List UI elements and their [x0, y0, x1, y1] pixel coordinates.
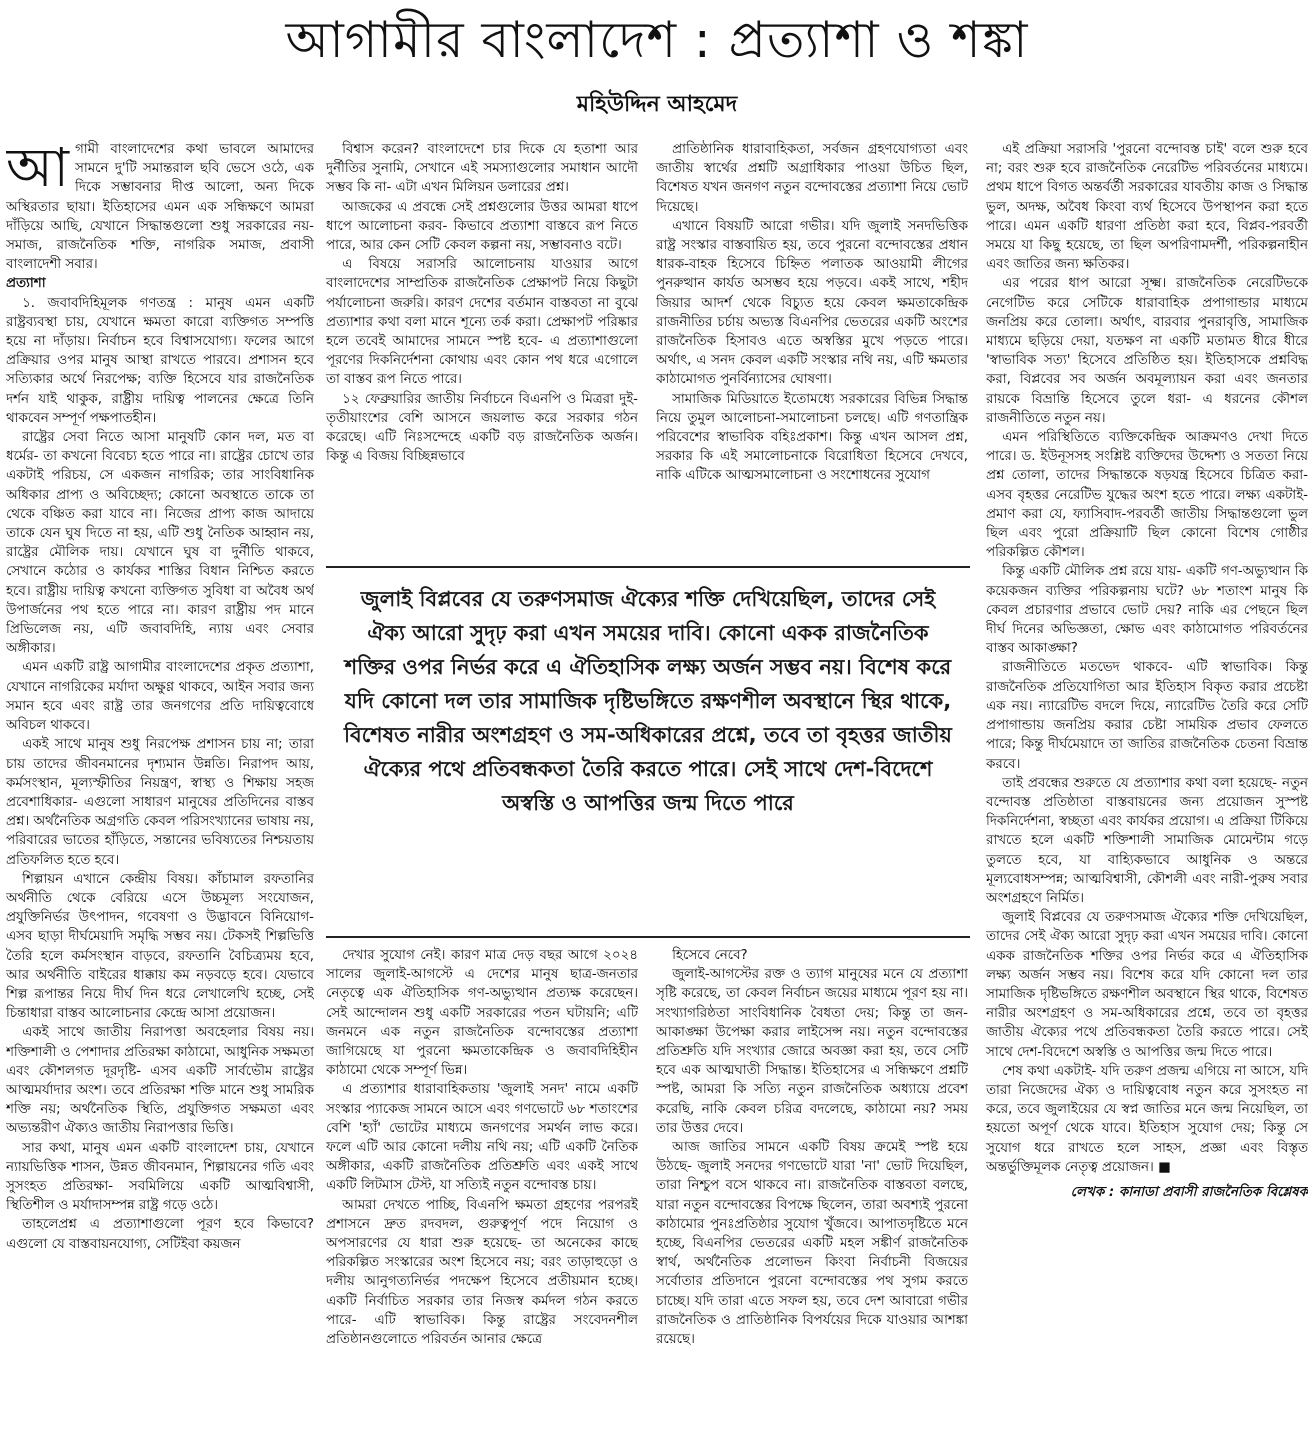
- article-paragraph: কিন্তু একটি মৌলিক প্রশ্ন রয়ে যায়- একটি গণ-অভ্যুত্থান কি কয়েকজন ব্যক্তির পরিকল্পনায় ঘটে? ৬৮ শতাংশ মানুষ কি কেবল প্রচারণার প্রভাবে ভোট দেয়? নাকি এর পেছনে ছিল দীর্ঘ দিনের অভিজ্ঞতা, ক্ষোভ এবং কাঠামোগত পরিবর্তনের বাস্তব আকাঙ্ক্ষা?: [986, 564, 1308, 657]
- article-paragraph: তাই প্রবন্ধের শুরুতে যে প্রত্যাশার কথা বলা হয়েছে- নতুন বন্দোবস্ত প্রতিষ্ঠাতা বাস্তবায়নের জন্য প্রয়োজন সুস্পষ্ট দিকনির্দেশনা, স্বচ্ছতা এবং কার্যকর প্রয়োগ। এ প্রক্রিয়া টিকিয়ে রাখতে হলে একটি শক্তিশালী সামাজিক মোমেন্টাম গড়ে তুলতে হবে, যা বাহ্যিকভাবে আধুনিক ও অন্তরে মূল্যবোধসম্পন্ন; আত্মবিশ্বাসী, কৌশলী এবং নারী-পুরুষ সবার অংশগ্রহণে নির্মিত।: [986, 775, 1308, 906]
- article-paragraph: জুলাই বিপ্লবের যে তরুণসমাজ ঐক্যের শক্তি দেখিয়েছিল, তাদের সেই ঐক্য আরো সুদৃঢ় করা এখন সময়ের দাবি। কোনো একক রাজনৈতিক শক্তির ওপর নির্ভর করে এ ঐতিহাসিক লক্ষ্য অর্জন সম্ভব নয়। বিশেষ করে যদি কোনো দল তার সামাজিক দৃষ্টিভঙ্গিতে রক্ষণশীল অবস্থানে স্থির থাকে, বিশেষত নারীর অংশগ্রহণ ও সম-অধিকারের প্রশ্নে, তবে তা বৃহত্তর জাতীয় ঐক্যের পথে প্রতিবন্ধকতা তৈরি করতে পারে। সেই সাথে দেশ-বিদেশে অস্বস্তি ও আপত্তির জন্ম দিতে পারে।: [986, 910, 1308, 1060]
- author-name: মহিউদ্দিন আহমেদ: [576, 92, 738, 117]
- article-paragraph: এই প্রক্রিয়া সরাসরি 'পুরনো বন্দোবস্ত চাই' বলে শুরু হবে না; বরং শুরু হবে রাজনৈতিক নেরেটিভ পরিবর্তনের মাধ্যমে। প্রথম ধাপে বিগত অন্তর্বর্তী সরকারের যাবতীয় কাজ ও সিদ্ধান্ত ভুল, অদক্ষ, অবৈধ কিংবা ব্যর্থ হিসেবে উপস্থাপন করা হতে পারে। এমন একটি ধারণা প্রতিষ্ঠা করা হবে, বিপ্লব-পরবর্তী সময়ে যা কিছু হয়েছে, তা ছিল অপরিণামদর্শী, পরিকল্পনাহীন এবং জাতির জন্য ক্ষতিকর।: [986, 142, 1308, 273]
- article-paragraph: একই সাথে মানুষ শুধু নিরপেক্ষ প্রশাসন চায় না; তারা চায় তাদের জীবনমানের দৃশ্যমান উন্নতি। নিরাপদ আয়, কর্মসংস্থান, মূল্যস্ফীতির নিয়ন্ত্রণ, স্বাস্থ্য ও শিক্ষায় সহজ প্রবেশাধিকার- এগুলো সাধারণ মানুষের প্রতিদিনের বাস্তব প্রশ্ন। অর্থনৈতিক অগ্রগতি কেবল পরিসংখ্যানের ভাষায় নয়, পরিবারের ভাতের হাঁড়িতে, সন্তানের ভবিষ্যতের নিশ্চয়তায় প্রতিফলিত হতে হবে।: [6, 737, 314, 868]
- article-paragraph: সার কথা, মানুষ এমন একটি বাংলাদেশ চায়, যেখানে ন্যায়ভিত্তিক শাসন, উন্নত জীবনমান, শিল্পায়নের গতি এবং সুসংহত প্রতিরক্ষা- সবমিলিয়ে একটি আত্মবিশ্বাসী, স্থিতিশীল ও মর্যাদাসম্পন্ন রাষ্ট্র গড়ে ওঠে।: [6, 1140, 314, 1214]
- article-paragraph: শেষ কথা একটাই- যদি তরুণ প্রজন্ম এগিয়ে না আসে, যদি তারা নিজেদের ঐক্য ও দায়িত্ববোধ নতুন করে সুসংহত না করে, তবে জুলাইয়ের যে স্বপ্ন জাতির মনে জন্ম নিয়েছিল, তা হয়তো অপূর্ণ থেকে যাবে। ইতিহাস সুযোগ দেয়; কিন্তু সে সুযোগ ধরে রাখতে হলে সাহস, প্রজ্ঞা এবং বিস্তৃত অন্তর্ভুক্তিমূলক নেতৃত্ব প্রয়োজন। ■: [986, 1063, 1308, 1175]
- article-paragraph: হিসেবে নেবে?: [672, 948, 748, 963]
- article-paragraph: জুলাই-আগস্টের রক্ত ও ত্যাগ মানুষের মনে যে প্রত্যাশা সৃষ্টি করেছে, তা কেবল নির্বাচন জয়ের মাধ্যমে পূরণ হয় না। সংখ্যাগরিষ্ঠতা সাংবিধানিক বৈধতা দেয়; কিন্তু তা জন-আকাঙ্ক্ষা উপেক্ষা করার লাইসেন্স নয়। নতুন বন্দোবস্তের প্রতিশ্রুতি যদি সংখ্যার জোরে অবজ্ঞা করা হয়, তবে সেটি হবে এক আত্মঘাতী সিদ্ধান্ত। ইতিহাসের এ সন্ধিক্ষণে প্রশ্নটি স্পষ্ট, আমরা কি সত্যি নতুন রাজনৈতিক অধ্যায়ে প্রবেশ করেছি, নাকি কেবল চরিত্র বদলেছে, কাঠামো নয়? সময় তার উত্তর দেবে।: [656, 967, 968, 1136]
- pull-quote-top-rule: [326, 566, 970, 568]
- article-paragraph: এ প্রত্যাশার ধারাবাহিকতায় 'জুলাই সনদ' নামে একটি সংস্কার প্যাকেজ সামনে আসে এবং গণভোটে ৬৮ শতাংশের বেশি 'হ্যাঁ' ভোটের মাধ্যমে জনগণের সমর্থন লাভ করে। ফলে এটি আর কোনো দলীয় নথি নয়; এটি একটি নৈতিক অঙ্গীকার, একটি রাজনৈতিক প্রতিশ্রুতি এবং একই সাথে একটি লিটমাস টেস্ট, যা সত্যিই নতুন বন্দোবস্ত চায়।: [326, 1082, 638, 1194]
- pull-quote: জুলাই বিপ্লবের যে তরুণসমাজ ঐক্যের শক্তি দেখিয়েছিল, তাদের সেই ঐক্য আরো সুদৃঢ় করা এখন সময়ের দাবি। কোনো একক রাজনৈতিক শক্তির ওপর নির্ভর করে এ ঐতিহাসিক লক্ষ্য অর্জন সম্ভব নয়। বিশেষ করে যদি কোনো দল তার সামাজিক দৃষ্টিভঙ্গিতে রক্ষণশীল অবস্থানে স্থির থাকে, বিশেষত নারীর অংশগ্রহণ ও সম-অধিকারের প্রশ্নে, তবে তা বৃহত্তর জাতীয় ঐক্যের পথে প্রতিবন্ধকতা তৈরি করতে পারে। সেই সাথে দেশ-বিদেশে অস্বস্তি ও আপত্তির জন্ম দিতে পারে: [344, 587, 952, 815]
- article-paragraph: আজকের এ প্রবন্ধে সেই প্রশ্নগুলোর উত্তর আমরা ধাপে ধাপে আলোচনা করব- কিভাবে প্রত্যাশা বাস্তবে রূপ নিতে পারে, আর কেন সেটি কেবল কল্পনা নয়, সম্ভাবনাও বটে।: [326, 199, 638, 254]
- column-3-top-paragraphs: [656, 140, 968, 486]
- column-3-bottom: [656, 946, 968, 1436]
- column-4: [986, 140, 1308, 1436]
- article-paragraph: আজ জাতির সামনে একটি বিষয় ক্রমেই স্পষ্ট হয়ে উঠছে- জুলাই সনদের গণভোটে যারা 'না' ভোট দিয়েছিল, তারা নিশ্চুপ বসে থাকবে না। রাজনৈতিক বাস্তবতা বলছে, যারা নতুন বন্দোবস্তের বিপক্ষে ছিলেন, তারা অবশ্যই পুরনো কাঠামোর পুনঃপ্রতিষ্ঠার সুযোগ খুঁজবে। আপাতদৃষ্টিতে মনে হচ্ছে, বিএনপির ভেতরের একটি মহল সঙ্কীর্ণ রাজনৈতিক স্বার্থ, অর্থনৈতিক প্রলোভন কিংবা নির্বাচনী বিজয়ের সর্বোতার প্রতিদানে পুরনো বন্দোবস্তের পথ সুগম করতে চাচ্ছে। যদি তারা এতে সফল হয়, তবে দেশ আবারো গভীর রাজনৈতিক ও প্রাতিষ্ঠানিক বিপর্যয়ের দিকে যাওয়ার আশঙ্কা রয়েছে।: [656, 1140, 968, 1348]
- article-paragraph: একই সাথে জাতীয় নিরাপত্তা অবহেলার বিষয় নয়। শক্তিশালী ও পেশাদার প্রতিরক্ষা কাঠামো, আধুনিক সক্ষমতা এবং কৌশলগত দূরদৃষ্টি- এসব একটি সার্বভৌম রাষ্ট্রের আত্মমর্যাদার অংশ। তবে প্রতিরক্ষা শক্তি মানে শুধু সামরিক শক্তি নয়; অর্থনৈতিক স্থিতি, প্রযুক্তিগত সক্ষমতা এবং অভ্যন্তরীণ ঐক্যও জাতীয় নিরাপত্তার ভিত্তি।: [6, 1025, 314, 1137]
- article-paragraph: রাষ্ট্রের সেবা নিতে আসা মানুষটি কোন দল, মত বা ধর্মের- তা কখনো বিবেচ্য হতে পারে না। রাষ্ট্রের চোখে তার একটাই পরিচয়, সে একজন নাগরিক; তার সাংবিধানিক অধিকার প্রাপ্য ও অবিচ্ছেদ্য; কোনো অবস্থাতে তাকে তা থেকে বঞ্চিত করা যাবে না। নিজের প্রাপ্য কাজ আদায়ে তাকে যেন ঘুষ দিতে না হয়, এটি শুধু নৈতিক আহ্বান নয়, রাষ্ট্রের মৌলিক দায়। যেখানে ঘুষ বা দুর্নীতি থাকবে, সেখানে কঠোর ও কার্যকর শাস্তির বিধান নিশ্চিত করতে হবে। রাষ্ট্রীয় দায়িত্ব কখনো ব্যক্তিগত সুবিধা বা অবৈধ অর্থ উপার্জনের পথ হতে পারে না। কারণ রাষ্ট্রীয় পদ মানে প্রিভিলেজ নয়, এটি জবাবদিহি, ন্যায় এবং সেবার অঙ্গীকার।: [6, 430, 314, 657]
- article-paragraph: এ বিষয়ে সরাসরি আলোচনায় যাওয়ার আগে বাংলাদেশের সাম্প্রতিক রাজনৈতিক প্রেক্ষাপট নিয়ে কিছুটা পর্যালোচনা জরুরি। কারণ দেশের বর্তমান বাস্তবতা না বুঝে প্রত্যাশার কথা বলা মানে শূন্যে তর্ক করা। প্রেক্ষাপট পরিষ্কার হলে তবেই আমাদের সামনে স্পষ্ট হবে- এ প্রত্যাশাগুলো পূরণের দিকনির্দেশনা কোথায় এবং কোন পথ ধরে এগোলে তা বাস্তব রূপ নিতে পারে।: [326, 257, 638, 388]
- column-2-bottom: [326, 946, 638, 1436]
- section-heading: প্রত্যাশা: [6, 276, 46, 292]
- column-3-top: [656, 140, 968, 560]
- column-1: [6, 140, 314, 1436]
- author-byline: লেখক : কানাডা প্রবাসী রাজনৈতিক বিশ্লেষক: [1070, 1184, 1308, 1200]
- article-paragraph: সামাজিক মিডিয়াতে ইতোমধ্যে সরকারের বিভিন্ন সিদ্ধান্ত নিয়ে তুমুল আলোচনা-সমালোচনা চলছে। এটি গণতান্ত্রিক পরিবেশের স্বাভাবিক বহিঃপ্রকাশ। কিন্তু এখন আসল প্রশ্ন, সরকার কি এই সমালোচনাকে বিরোধিতা হিসেবে দেখবে, নাকি এটিকে আত্মসমালোচনা ও সংশোধনের সুযোগ: [656, 391, 968, 484]
- column-1-paragraphs: [6, 294, 314, 1254]
- article-paragraph: দেখার সুযোগ নেই। কারণ মাত্র দেড় বছর আগে ২০২৪ সালের জুলাই-আগস্টে এ দেশের মানুষ ছাত্র-জনতার নেতৃত্বে এক ঐতিহাসিক গণ-অভ্যুত্থান প্রত্যক্ষ করেছেন। সেই আন্দোলন শুধু একটি সরকারের পতন ঘটায়নি; এটি জনমনে এক নতুন রাজনৈতিক বন্দোবস্তের প্রত্যাশা জাগিয়েছে যা পুরনো ক্ষমতাকেন্দ্রিক ও জবাবদিহিহীন কাঠামো থেকে সম্পূর্ণ ভিন্ন।: [326, 948, 638, 1079]
- article-paragraph: শিল্পায়ন এখানে কেন্দ্রীয় বিষয়। কাঁচামাল রফতানির অর্থনীতি থেকে বেরিয়ে এসে উচ্চমূল্য সংযোজন, প্রযুক্তিনির্ভর উৎপাদন, গবেষণা ও উদ্ভাবনে বিনিয়োগ- এসব ছাড়া দীর্ঘমেয়াদি সমৃদ্ধি সম্ভব নয়। টেকসই শিল্পভিত্তি তৈরি হলে কর্মসংস্থান বাড়বে, রফতানি বৈচিত্র্যময় হবে, আর অর্থনীতি বাইরের ধাক্কায় কম নড়বড়ে হবে। যেভাবে শিল্প রূপান্তর নিয়ে দীর্ঘ দিন ধরে লেখালেখি হচ্ছে, সেই চিন্তাধারা বাস্তব আলোচনার কেন্দ্রে আসা প্রয়োজন।: [6, 871, 314, 1022]
- article-paragraph: প্রাতিষ্ঠানিক ধারাবাহিকতা, সর্বজন গ্রহণযোগ্যতা এবং জাতীয় স্বার্থের প্রশ্নটি অগ্রাধিকার পাওয়া উচিত ছিল, বিশেষত যখন জনগণ নতুন বন্দোবস্তের প্রত্যাশা নিয়ে ভোট দিয়েছে।: [656, 142, 968, 215]
- article-paragraph: এমন একটি রাষ্ট্র আগামীর বাংলাদেশের প্রকৃত প্রত্যাশা, যেখানে নাগরিকের মর্যাদা অক্ষুণ্ণ থাকবে, আইন সবার জন্য সমান হবে এবং রাষ্ট্র তার জনগণের প্রতি দায়িত্ববোধে অবিচল থাকবে।: [6, 660, 314, 734]
- article-paragraph: এমন পরিস্থিতিতে ব্যক্তিকেন্দ্রিক আক্রমণও দেখা দিতে পারে। ড. ইউনূসসহ সংশ্লিষ্ট ব্যক্তিদের উদ্দেশ্য ও সততা নিয়ে প্রশ্ন তোলা, তাদের সিদ্ধান্তকে ষড়যন্ত্র হিসেবে চিত্রিত করা- এসব বৃহত্তর নেরেটিভ যুদ্ধের অংশ হতে পারে। লক্ষ্য একটাই- প্রমাণ করা যে, ফ্যাসিবাদ-পরবর্তী জাতীয় সিদ্ধান্তগুলো ভুল ছিল এবং পুরো প্রক্রিয়াটি ছিল কোনো বিশেষ গোষ্ঠীর পরিকল্পিত কৌশল।: [986, 430, 1308, 561]
- intro-paragraph: [6, 140, 314, 274]
- article-paragraph: এর পরের ধাপ আরো সূক্ষ্ম। রাজনৈতিক নেরেটিভকে নেগেটিভ করে সেটিকে ধারাবাহিক প্রপাগান্ডার মাধ্যমে জনপ্রিয় করে তোলা। অর্থাৎ, বারবার পুনরাবৃত্তি, সামাজিক মাধ্যমে ছড়িয়ে দেয়া, যতক্ষণ না একটি মতামত ধীরে ধীরে 'স্বাভাবিক সত্য' হিসেবে প্রতিষ্ঠিত হয়। ইতিহাসকে প্রশ্নবিদ্ধ করা, বিপ্লবের সব অর্জন অবমূল্যায়ন করা এবং জনতার রায়কে বিভ্রান্তি হিসেবে তুলে ধরা- এ ধরনের কৌশল রাজনীতিতে নতুন নয়।: [986, 276, 1308, 426]
- column-3-bottom-paragraphs: [656, 946, 968, 1349]
- column-4-paragraphs: [986, 140, 1308, 1177]
- article-paragraph: তাহলেপ্রশ্ন এ প্রত্যাশাগুলো পূরণ হবে কিভাবে? এগুলো যে বাস্তবায়নযোগ্য, সেটিইবা কয়জন: [6, 1217, 314, 1252]
- drop-cap: আ: [6, 140, 69, 199]
- column-2-bottom-paragraphs: [326, 946, 638, 1349]
- article-paragraph: ১২ ফেব্রুয়ারির জাতীয় নির্বাচনে বিএনপি ও মিত্ররা দুই-তৃতীয়াংশের বেশি আসনে জয়লাভ করে সরকার গঠন করেছে। এটি নিঃসন্দেহে একটি বড় রাজনৈতিক অর্জন। কিন্তু এ বিজয় বিচ্ছিন্নভাবে: [326, 391, 638, 465]
- article-paragraph: ১. জবাবদিহিমূলক গণতন্ত্র : মানুষ এমন একটি রাষ্ট্রব্যবস্থা চায়, যেখানে ক্ষমতা কারো ব্যক্তিগত সম্পত্তি হয়ে না দাঁড়ায়। নির্বাচন হবে বিশ্বাসযোগ্য। ফলের আগে প্রক্রিয়ার ওপর মানুষ আস্থা রাখতে পারবে। প্রশাসন হবে সত্যিকার অর্থে নিরপেক্ষ; ব্যক্তি হিসেবে যার রাজনৈতিক দর্শন যাই থাকুক, রাষ্ট্রীয় দায়িত্ব পালনের ক্ষেত্রে তিনি থাকবেন সম্পূর্ণ পক্ষপাতহীন।: [6, 295, 314, 426]
- article-paragraph: আমরা দেখতে পাচ্ছি, বিএনপি ক্ষমতা গ্রহণের পরপরই প্রশাসনে দ্রুত রদবদল, গুরুত্বপূর্ণ পদে নিয়োগ ও অপসারণের যে ধারা শুরু হয়েছে- তা অনেকের কাছে পরিকল্পিত সংস্কারের অংশ হিসেবে নয়; বরং তাড়াহুড়ো ও দলীয় আনুগত্যনির্ভর পদক্ষেপ হিসেবে প্রতীয়মান হচ্ছে। একটি নির্বাচিত সরকার তার নিজস্ব কর্মদল গঠন করতে পারে- এটি স্বাভাবিক। কিন্তু রাষ্ট্রের সংবেদনশীল প্রতিষ্ঠানগুলোতে পরিবর্তন আনার ক্ষেত্রে: [326, 1197, 638, 1348]
- article-paragraph: রাজনীতিতে মতভেদ থাকবে- এটি স্বাভাবিক। কিন্তু রাজনৈতিক প্রতিযোগিতা আর ইতিহাস বিকৃত করার প্রচেষ্টা এক নয়। ন্যারেটিভ বদলে দিয়ে, ন্যারেটিভ তৈরি করে সেটি প্রপাগান্ডায় জনপ্রিয় করার চেষ্টা সাময়িক প্রভাব ফেলতে পারে; কিন্তু দীর্ঘমেয়াদে তা জাতির রাজনৈতিক চেতনা বিভ্রান্ত করবে।: [986, 660, 1308, 772]
- column-2-top-paragraphs: [326, 140, 638, 466]
- article-title: আগামীর বাংলাদেশ : প্রত্যাশা ও শঙ্কা: [285, 11, 1029, 69]
- article-paragraph: বিশ্বাস করেন? বাংলাদেশে চার দিকে যে হতাশা আর দুর্নীতির সুনামি, সেখানে এই সমস্যাগুলোর সমাধান আদৌ সম্ভব কি না- এটা এখন মিলিয়ন ডলারের প্রশ্ন।: [326, 142, 638, 196]
- column-2-top: [326, 140, 638, 560]
- intro-text: গামী বাংলাদেশের কথা ভাবলে আমাদের সামনে দু'টি সমান্তরাল ছবি ভেসে ওঠে, এক দিকে সম্ভাবনার দীপ্ত আলো, অন্য দিকে অস্থিরতার ছায়া। ইতিহাসের এমন এক সন্ধিক্ষণে আমরা দাঁড়িয়ে আছি, যেখানে সিদ্ধান্তগুলো শুধু সরকারের নয়- সমাজ, রাজনৈতিক শক্তি, নাগরিক সমাজ, প্রবাসী বাংলাদেশী সবার।: [6, 142, 314, 273]
- article-paragraph: এখানে বিষয়টি আরো গভীর। যদি জুলাই সনদভিত্তিক রাষ্ট্র সংস্কার বাস্তবায়িত হয়, তবে পুরনো বন্দোবস্তের প্রধান ধারক-বাহক হিসেবে চিহ্নিত পলাতক আওয়ামী লীগের পুনরুত্থান কার্যত অসম্ভব হয়ে পড়বে। একই সাথে, শহীদ জিয়ার আদর্শ থেকে বিচ্যুত হয়ে কেবল ক্ষমতাকেন্দ্রিক রাজনীতির চর্চায় অভ্যস্ত বিএনপির ভেতরের একটি অংশের রাজনৈতিক হিসাবও এতে অস্বস্তির মুখে পড়তে পারে। অর্থাৎ, এ সনদ কেবল একটি সংস্কার নথি নয়, এটি ক্ষমতার কাঠামোগত পুনর্বিন্যাসের ঘোষণা।: [656, 218, 968, 388]
- pull-quote-bottom-rule: [326, 936, 970, 938]
